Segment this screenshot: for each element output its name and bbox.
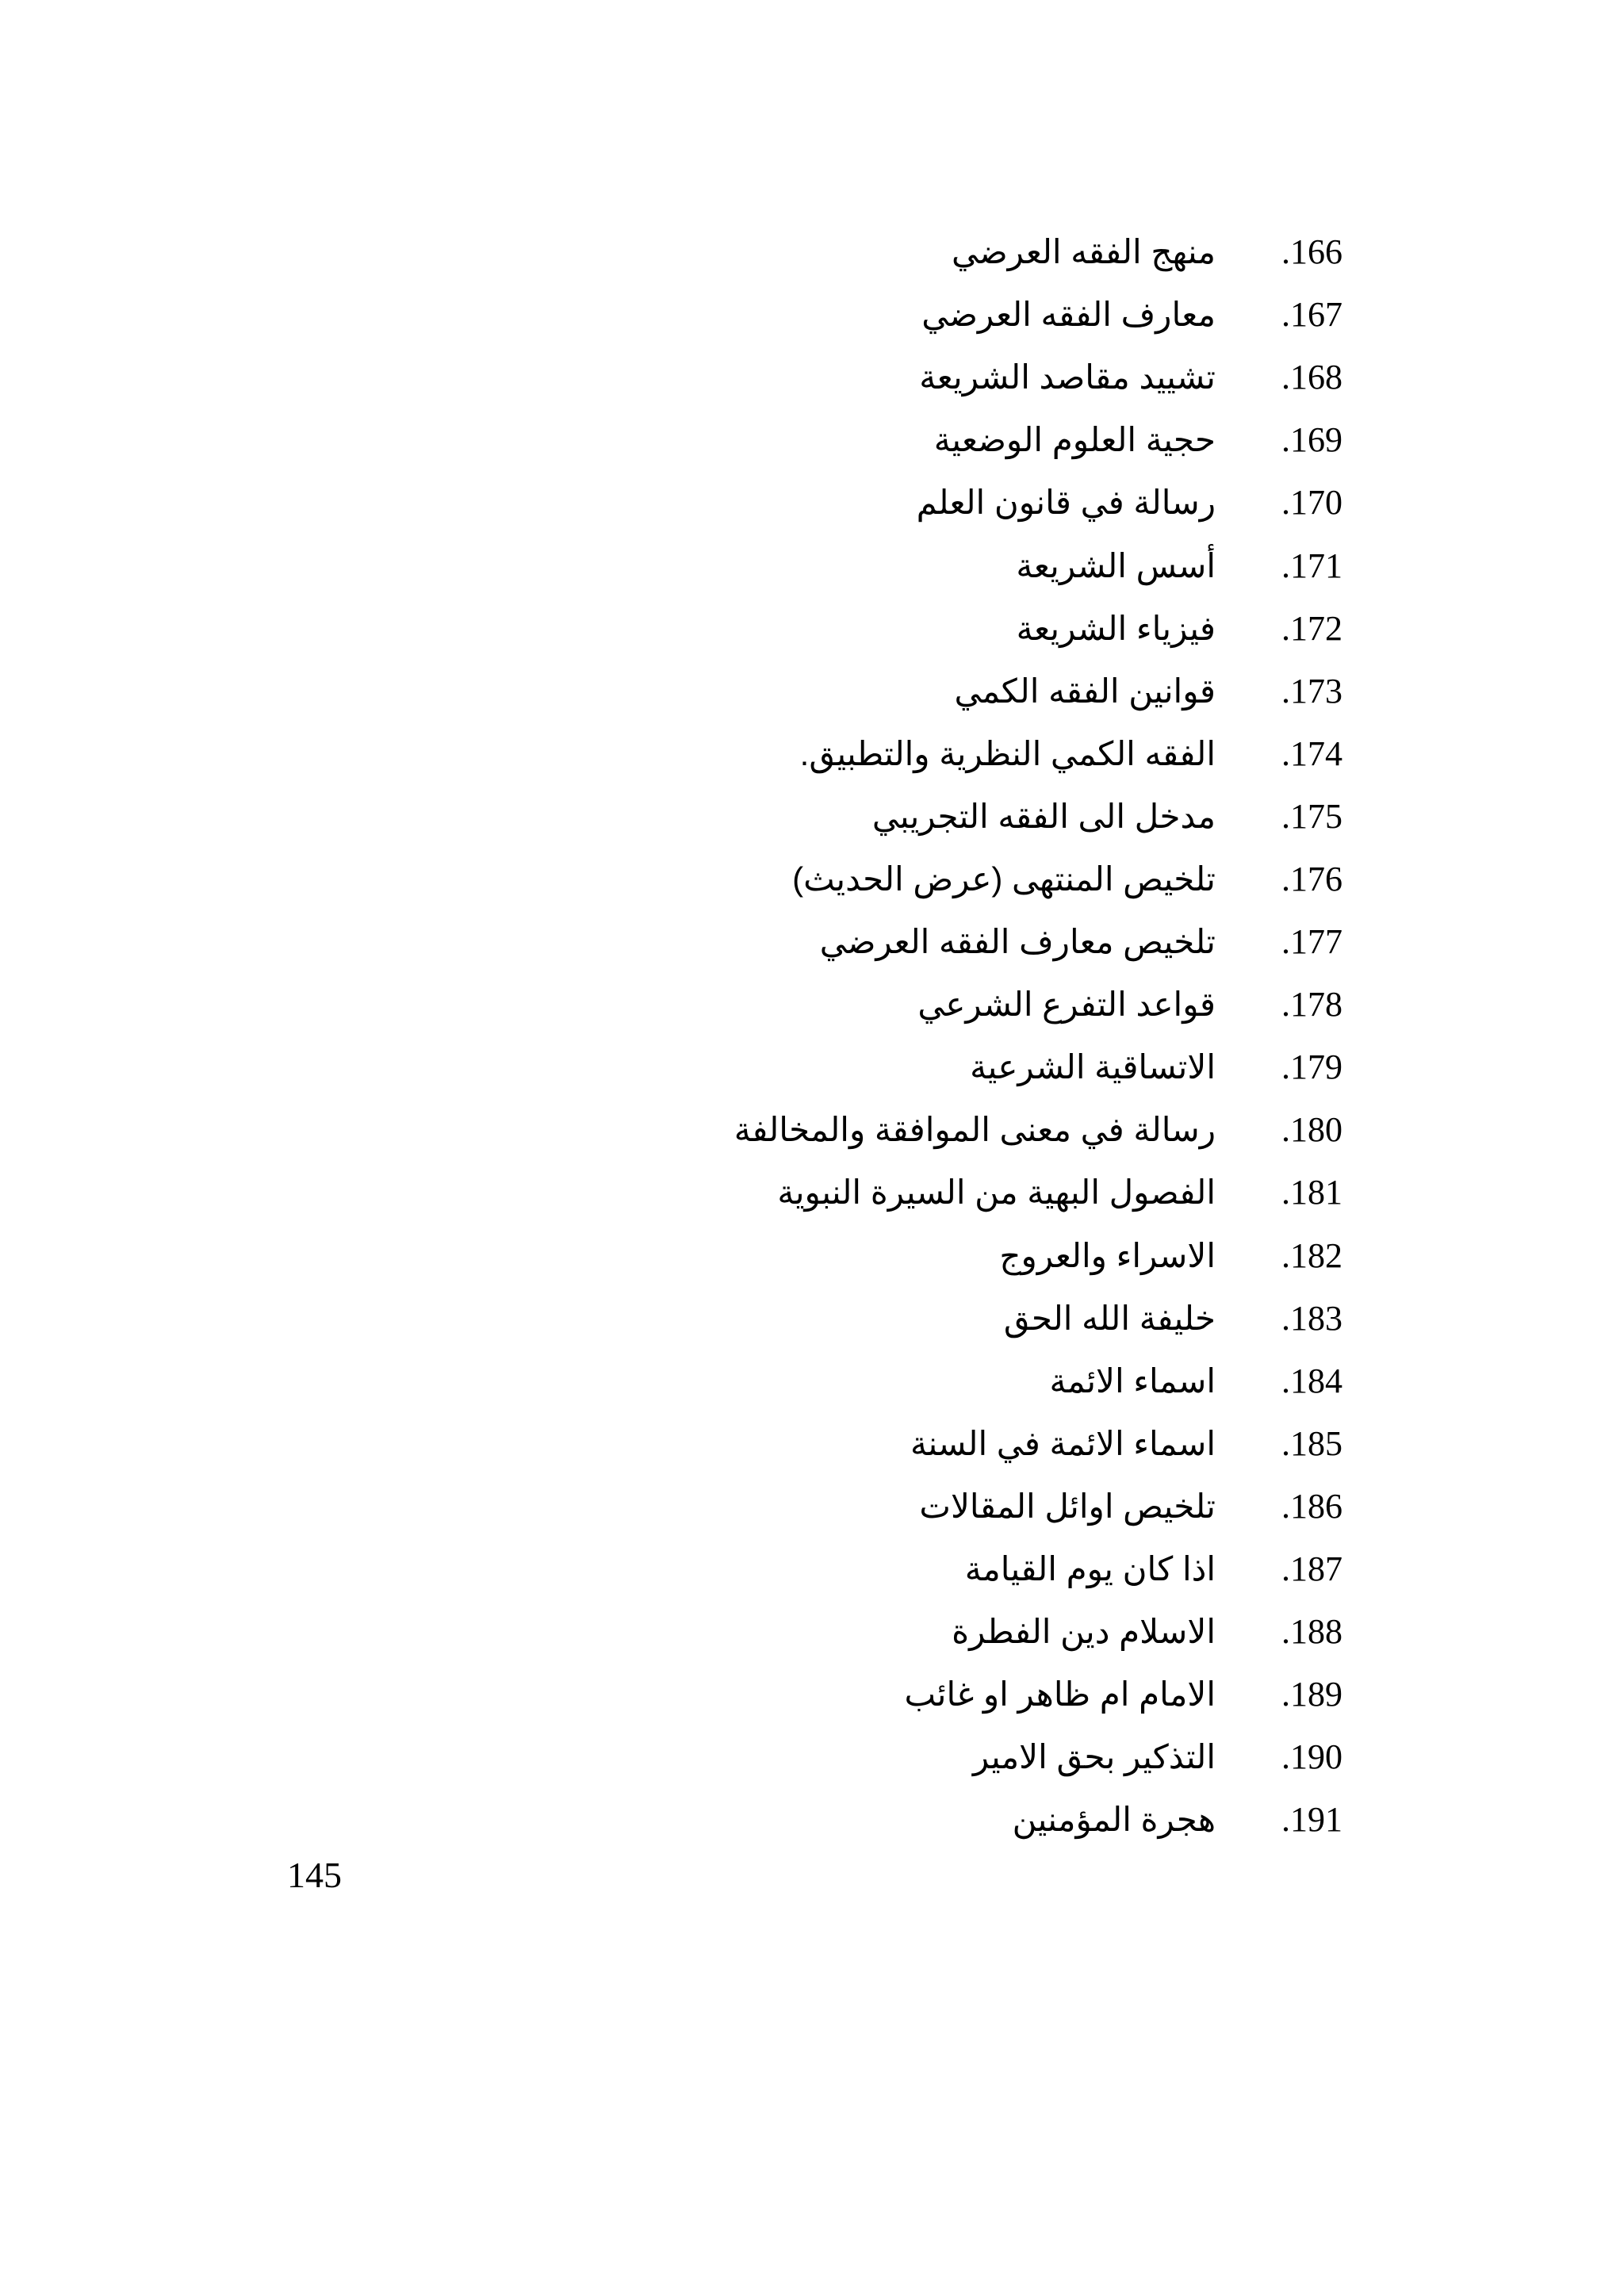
item-number: .187 xyxy=(1281,1549,1342,1589)
item-number: .184 xyxy=(1281,1361,1342,1400)
item-number: .169 xyxy=(1281,420,1342,460)
item-title: اذا كان يوم القيامة xyxy=(964,1550,1216,1588)
item-title: معارف الفقه العرضي xyxy=(921,296,1216,334)
item-number: .178 xyxy=(1281,985,1342,1024)
item-title: الاسلام دين الفطرة xyxy=(952,1613,1216,1651)
item-title: قوانين الفقه الكمي xyxy=(954,672,1216,710)
item-title: منهج الفقه العرضي xyxy=(951,233,1216,271)
item-number: .179 xyxy=(1281,1047,1342,1087)
item-number: .173 xyxy=(1281,671,1342,710)
item-number: .191 xyxy=(1281,1800,1342,1840)
item-title: خليفة الله الحق xyxy=(1003,1299,1216,1337)
book-list xyxy=(232,220,1342,1851)
item-number: .170 xyxy=(1281,483,1342,523)
item-title: الاسراء والعروج xyxy=(999,1236,1216,1274)
item-title: أسس الشريعة xyxy=(1016,546,1216,584)
item-title: اسماء الائمة في السنة xyxy=(910,1424,1216,1462)
item-number: .167 xyxy=(1281,295,1342,335)
item-title: فيزياء الشريعة xyxy=(1016,609,1216,647)
list-item xyxy=(232,346,1342,408)
list-item xyxy=(232,660,1342,722)
item-number: .174 xyxy=(1281,733,1342,773)
item-number: .183 xyxy=(1281,1298,1342,1338)
item-number: .188 xyxy=(1281,1612,1342,1652)
item-title: تلخيص المنتهى (عرض الحديث) xyxy=(792,860,1216,898)
item-number: .176 xyxy=(1281,859,1342,898)
item-title: رسالة في قانون العلم xyxy=(916,484,1216,522)
list-item xyxy=(232,220,1342,283)
list-item xyxy=(232,973,1342,1036)
list-item xyxy=(232,408,1342,471)
page-number: 145 xyxy=(287,1855,342,1895)
item-title: الفصول البهية من السيرة النبوية xyxy=(777,1174,1216,1212)
item-number: .180 xyxy=(1281,1110,1342,1150)
list-item xyxy=(232,848,1342,910)
item-number: .172 xyxy=(1281,608,1342,648)
item-number: .166 xyxy=(1281,232,1342,272)
list-item xyxy=(232,1788,1342,1851)
list-item xyxy=(232,283,1342,346)
list-item xyxy=(232,785,1342,848)
list-item xyxy=(232,1098,1342,1161)
item-title: الاتساقية الشرعية xyxy=(970,1048,1216,1086)
list-item xyxy=(232,597,1342,660)
item-title: التذكير بحق الامير xyxy=(972,1738,1216,1776)
list-item xyxy=(232,1725,1342,1788)
list-item xyxy=(232,1600,1342,1663)
list-item xyxy=(232,1287,1342,1350)
item-title: هجرة المؤمنين xyxy=(1012,1801,1216,1839)
item-title: الفقه الكمي النظرية والتطبيق. xyxy=(799,734,1216,772)
item-number: .185 xyxy=(1281,1423,1342,1463)
list-item xyxy=(232,471,1342,534)
item-title: اسماء الائمة xyxy=(1049,1361,1216,1400)
item-title: تشييد مقاصد الشريعة xyxy=(919,358,1216,396)
item-title: حجية العلوم الوضعية xyxy=(933,421,1216,459)
item-number: .171 xyxy=(1281,546,1342,585)
list-item xyxy=(232,722,1342,785)
list-item xyxy=(232,1224,1342,1287)
item-number: .168 xyxy=(1281,358,1342,397)
item-number: .182 xyxy=(1281,1235,1342,1275)
item-number: .189 xyxy=(1281,1675,1342,1714)
item-title: الامام ام ظاهر او غائب xyxy=(904,1676,1216,1714)
item-title: مدخل الى الفقه التجريبي xyxy=(871,797,1216,835)
item-number: .177 xyxy=(1281,922,1342,962)
list-item xyxy=(232,1663,1342,1725)
list-item xyxy=(232,1036,1342,1098)
list-item xyxy=(232,1475,1342,1538)
item-number: .181 xyxy=(1281,1173,1342,1212)
item-number: .186 xyxy=(1281,1486,1342,1526)
list-item xyxy=(232,1412,1342,1475)
list-item xyxy=(232,1350,1342,1412)
list-item xyxy=(232,1538,1342,1600)
item-title: تلخيص معارف الفقه العرضي xyxy=(819,923,1216,961)
item-title: تلخيص اوائل المقالات xyxy=(919,1487,1216,1525)
item-title: قواعد التفرع الشرعي xyxy=(917,986,1216,1024)
list-item xyxy=(232,1161,1342,1224)
list-item xyxy=(232,534,1342,596)
list-item xyxy=(232,910,1342,973)
item-number: .175 xyxy=(1281,796,1342,836)
item-number: .190 xyxy=(1281,1737,1342,1777)
item-title: رسالة في معنى الموافقة والمخالفة xyxy=(733,1111,1216,1149)
